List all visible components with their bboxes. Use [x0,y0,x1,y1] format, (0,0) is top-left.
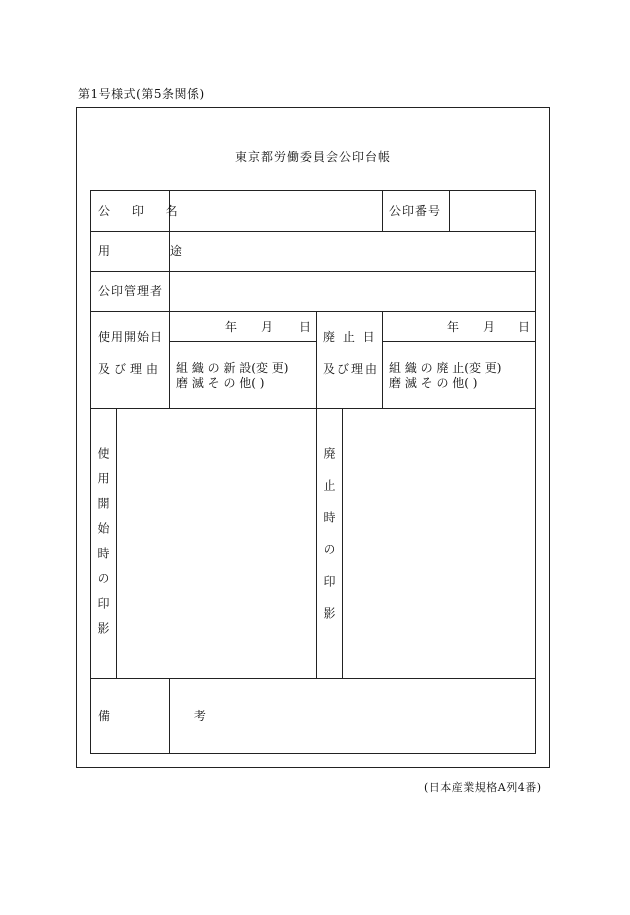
seal-name-label: 公 印 名 [98,204,187,218]
seal-number-label: 公印番号 [389,204,442,218]
col-divider [382,190,383,231]
row-divider [90,271,536,272]
start-reason-label: 及び理由 [98,362,163,376]
remarks-field[interactable] [176,682,530,748]
manager-label: 公印管理者 [98,284,164,298]
abolish-reason-label: 及び理由 [323,362,380,376]
start-date-year: 年 [225,320,238,334]
abolish-date-day: 日 [518,320,531,334]
manager-field[interactable] [176,274,530,308]
start-reason-line2: 磨 滅 そ の 他( ) [176,376,265,390]
abolish-date-month: 月 [483,320,496,334]
col-divider [382,311,383,408]
remarks-label: 備 考 [98,709,246,723]
start-reason-line1: 組 織 の 新 設(変 更) [176,361,289,375]
page-title: 東京都労働委員会公印台帳 [234,150,391,164]
col-divider [316,311,317,678]
abolish-date-year: 年 [447,320,460,334]
row-divider [90,678,536,679]
row-divider [169,341,316,342]
col-divider [116,408,117,678]
abolish-reason-line2: 磨 滅 そ の 他( ) [389,376,478,390]
abolish-date-label: 廃 止 日 [323,330,377,344]
table-border-left [90,190,91,754]
usage-label: 用 途 [98,244,210,258]
ledger-table [90,190,536,754]
row-divider [382,341,536,342]
row-divider [90,408,536,409]
form-id: 第1号様式(第5条関係) [78,87,205,101]
start-impression-label: 使用開始時の印影 [96,447,110,647]
row-divider [90,311,536,312]
col-divider [342,408,343,678]
table-border-bottom [90,753,536,754]
start-date-day: 日 [299,320,312,334]
usage-field[interactable] [176,234,530,268]
col-divider [169,190,170,408]
start-date-label: 使用開始日 [98,330,164,344]
start-impression-area[interactable] [121,412,311,674]
abolish-impression-area[interactable] [347,412,531,674]
col-divider [449,190,450,231]
seal-name-field[interactable] [176,193,376,227]
row-divider [90,231,536,232]
seal-number-field[interactable] [454,193,530,227]
footer-note: (日本産業規格A列4番) [424,781,542,794]
table-border-right [535,190,536,754]
abolish-reason-line1: 組 織 の 廃 止(変 更) [389,361,502,375]
start-date-month: 月 [261,320,274,334]
abolish-impression-label: 廃止時の印影 [322,447,336,639]
table-border-top [90,190,536,191]
